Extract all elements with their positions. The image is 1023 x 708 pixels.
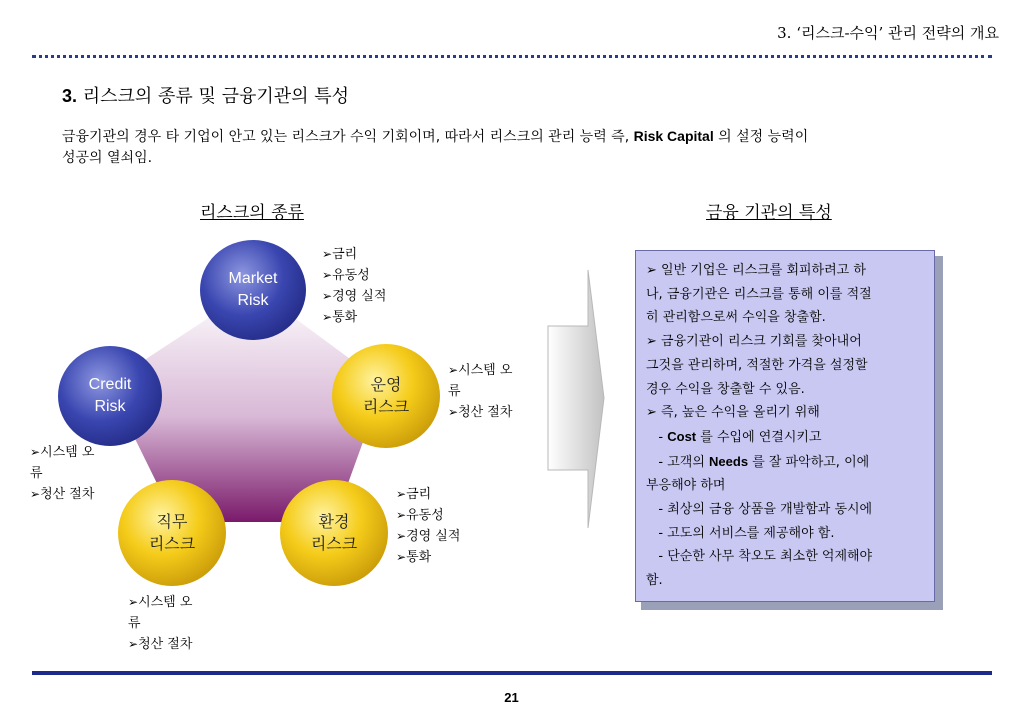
intro-line1-pre: 금융기관의 경우 타 기업이 안고 있는 리스크가 수익 기회이며, 따라서 리스크의 관리 능력 즉, <box>62 129 634 145</box>
traits-line: ➢ 일반 기업은 리스크를 회피하려고 하 <box>646 263 866 278</box>
environment-risk-label-1: 환경 <box>318 512 350 531</box>
list-item: ➢ 경영 실적 <box>322 286 386 307</box>
list-item: ➢ 경영 실적 <box>396 526 460 547</box>
market-risk-circle <box>200 240 306 340</box>
list-item: ➢ 금리 <box>396 484 460 505</box>
job-risk-circle <box>118 480 226 586</box>
financial-institution-traits-title: 금융 기관의 특성 <box>706 203 832 223</box>
risk-types-title: 리스크의 종류 <box>200 203 304 223</box>
environment-risk-circle <box>280 480 388 586</box>
intro-line1-bold: Risk Capital <box>633 128 714 144</box>
intro-line1-post: 의 설정 능력이 <box>713 129 809 145</box>
traits-line: 경우 수익을 창출할 수 있음. <box>646 381 805 397</box>
page-number: 21 <box>504 690 519 705</box>
traits-box <box>635 250 935 602</box>
footer-rule <box>32 671 992 675</box>
credit-risk-label-1: Credit <box>88 376 132 393</box>
environment-risk-items <box>396 484 460 568</box>
list-item: ➢ 시스템 오 <box>30 442 94 463</box>
traits-line: 함. <box>646 573 663 589</box>
credit-risk-items <box>30 442 94 505</box>
list-item: ➢ 유동성 <box>322 265 386 286</box>
job-risk-label-1: 직무 <box>156 512 188 531</box>
transition-arrow <box>548 270 604 528</box>
list-item: ➢ 시스템 오 <box>128 592 192 613</box>
operational-risk-items <box>448 360 512 423</box>
traits-line: - 고도의 서비스를 제공해야 함. <box>646 525 835 541</box>
market-risk-label-1: Market <box>228 270 278 287</box>
list-item-wrap: 류 <box>30 466 43 481</box>
list-item-wrap: 류 <box>128 616 141 631</box>
traits-line: 부응해야 하며 <box>646 478 726 494</box>
list-item: ➢ 청산 절차 <box>30 484 94 505</box>
operational-risk-label-2: 리스크 <box>362 397 410 416</box>
operational-risk-label-1: 운영 <box>370 375 402 394</box>
traits-line: ➢ 금융기관이 리스크 기회를 찾아내어 <box>646 334 862 350</box>
list-item: ➢ 청산 절차 <box>448 402 512 423</box>
list-item: ➢ 시스템 오 <box>448 360 512 381</box>
traits-line: 히 관리함으로써 수익을 창출함. <box>646 310 826 326</box>
credit-risk-label-2: Risk <box>94 398 126 415</box>
traits-line: ➢ 즉, 높은 수익을 올리기 위해 <box>646 405 820 421</box>
market-risk-items <box>322 244 386 328</box>
header-title: 3. ‘리스크-수익’ 관리 전략의 개요 <box>777 24 999 42</box>
credit-risk-circle <box>58 346 162 446</box>
job-risk-label-2: 리스크 <box>148 534 196 553</box>
list-item: ➢ 금리 <box>322 244 386 265</box>
traits-line: 그것을 관리하며, 적절한 가격을 설정할 <box>646 357 868 373</box>
traits-line: - 최상의 금융 상품을 개발함과 동시에 <box>646 502 873 518</box>
list-item: ➢ 유동성 <box>396 505 460 526</box>
operational-risk-circle <box>332 344 440 448</box>
environment-risk-label-2: 리스크 <box>310 534 358 553</box>
traits-line: 나, 금융기관은 리스크를 통해 이를 적절 <box>646 286 872 302</box>
traits-line: - 단순한 사무 착오도 최소한 억제해야 <box>646 549 873 565</box>
list-item: ➢ 청산 절차 <box>128 634 192 655</box>
traits-line: - Cost 를 수입에 연결시키고 <box>646 428 822 445</box>
list-item: ➢ 통화 <box>396 547 460 568</box>
market-risk-label-2: Risk <box>237 292 269 309</box>
intro-line2: 성공의 열쇠임. <box>62 150 153 166</box>
section-title-text: 리스크의 종류 및 금융기관의 특성 <box>82 86 350 107</box>
job-risk-items <box>128 592 192 655</box>
section-number: 3. <box>62 86 78 106</box>
list-item-wrap: 류 <box>448 384 461 399</box>
traits-line: - 고객의 Needs 를 잘 파악하고, 이에 <box>646 453 870 470</box>
list-item: ➢ 통화 <box>322 307 386 328</box>
